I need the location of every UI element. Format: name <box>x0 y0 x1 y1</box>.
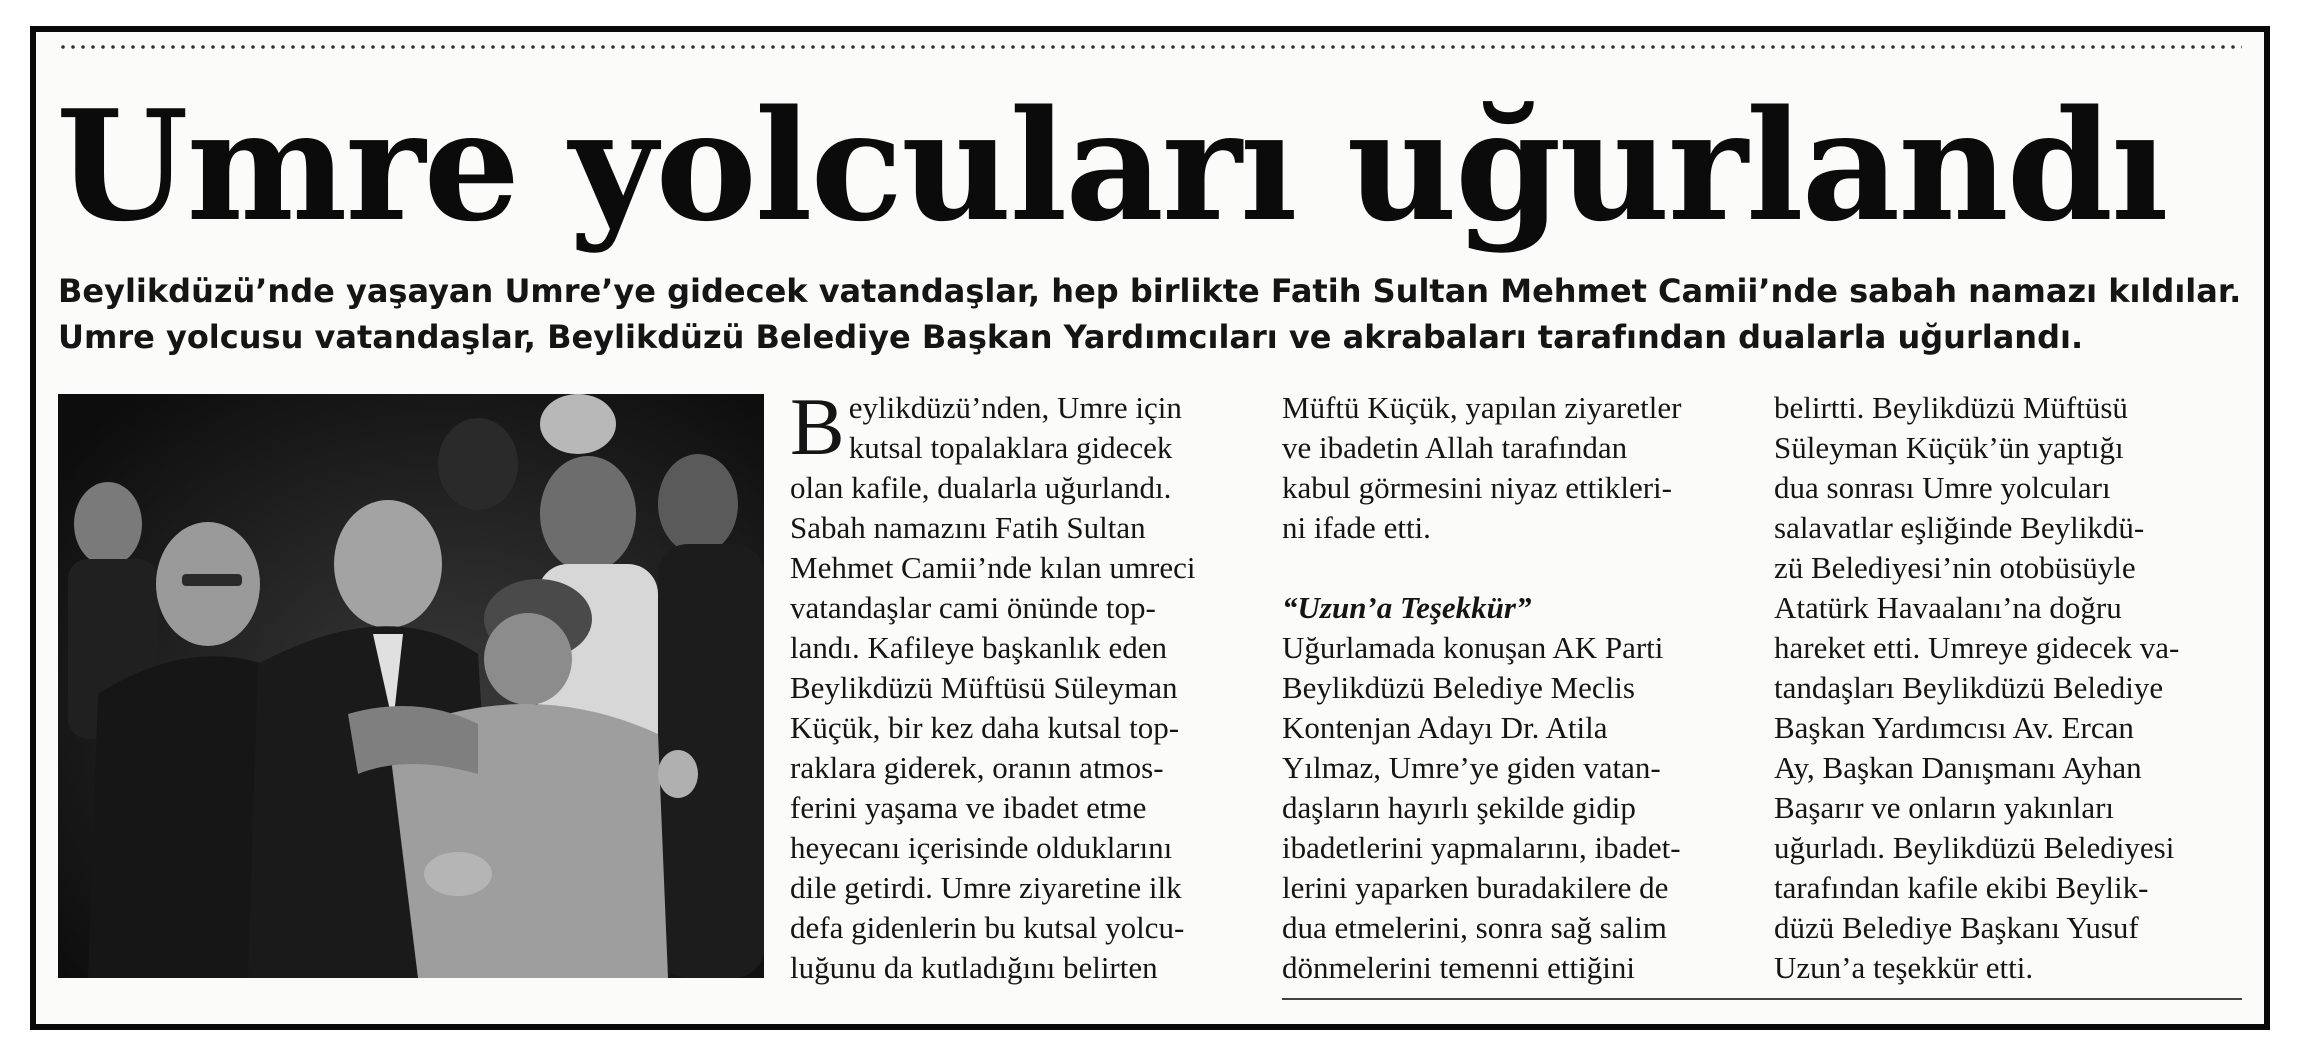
headline: Umre yolcuları uğurlandı <box>56 76 2167 255</box>
article-line: belirtti. Beylikdüzü Müftüsü <box>1774 390 2128 425</box>
article-line: kabul görmesini niyaz ettikleri- <box>1282 470 1672 505</box>
article-line: dile getirdi. Umre ziyaretine ilk <box>790 870 1182 905</box>
article-line: Beylikdüzü Müftüsü Süleyman <box>790 670 1178 705</box>
article-line: Sabah namazını Fatih Sultan <box>790 510 1146 545</box>
article-line: landı. Kafileye başkanlık eden <box>790 630 1168 665</box>
article-line: dua etmelerini, sonra sağ salim <box>1282 910 1667 945</box>
dotted-border <box>58 44 2242 50</box>
article-line: olan kafile, dualarla uğurlandı. <box>790 470 1172 505</box>
article-line: düzü Belediye Başkanı Yusuf <box>1774 910 2139 945</box>
article-line: Başarır ve onların yakınları <box>1774 790 2115 825</box>
article-line: kutsal topalaklara gidecek <box>848 430 1173 465</box>
article-line: Mehmet Camii’nde kılan umreci <box>790 550 1196 585</box>
article-line: salavatlar eşliğinde Beylikdü- <box>1774 510 2145 545</box>
article-line: Ay, Başkan Danışmanı Ayhan <box>1774 750 2142 785</box>
article-column-3 <box>1774 388 2254 988</box>
article-line: dua sonrası Umre yolcuları <box>1774 470 2111 505</box>
article-line: raklara giderek, oranın atmos- <box>790 750 1164 785</box>
article-line: ibadetlerini yapmalarını, ibadet- <box>1282 830 1681 865</box>
article-line: tandaşları Beylikdüzü Belediye <box>1774 670 2164 705</box>
news-photo-image <box>58 394 764 978</box>
article-line: Müftü Küçük, yapılan ziyaretler <box>1282 390 1682 425</box>
article-line: Kontenjan Adayı Dr. Atila <box>1282 710 1608 745</box>
article-line: Yılmaz, Umre’ye giden vatan- <box>1282 750 1661 785</box>
article-line: Uzun’a teşekkür etti. <box>1774 950 2034 985</box>
article-line: daşların hayırlı şekilde gidip <box>1282 790 1636 825</box>
bottom-rule <box>1282 998 2242 1000</box>
drop-cap: B <box>790 381 845 472</box>
article-line: Atatürk Havaalanı’na doğru <box>1774 590 2122 625</box>
article-line: ni ifade etti. <box>1282 510 1431 545</box>
article-line: ferini yaşama ve ibadet etme <box>790 790 1147 825</box>
article-line: luğunu da kutladığını belirten <box>790 950 1158 985</box>
article-line: heyecanı içerisinde olduklarını <box>790 830 1173 865</box>
article-line: defa gidenlerin bu kutsal yolcu- <box>790 910 1185 945</box>
article-line: tarafından kafile ekibi Beylik- <box>1774 870 2149 905</box>
article-line: Küçük, bir kez daha kutsal top- <box>790 710 1180 745</box>
article-column-1 <box>790 381 1270 988</box>
article-column-2 <box>1282 388 1762 988</box>
article-line: eylikdüzü’nden, Umre için <box>848 390 1182 425</box>
subheading: “Uzun’a Teşekkür” <box>1282 590 1532 625</box>
article-line: hareket etti. Umreye gidecek va- <box>1774 630 2180 665</box>
article-line: ve ibadetin Allah tarafından <box>1282 430 1628 465</box>
news-photo <box>58 394 764 978</box>
article-line: lerini yaparken buradakilere de <box>1282 870 1669 905</box>
article-line: vatandaşlar cami önünde top- <box>790 590 1156 625</box>
article-line: zü Belediyesi’nin otobüsüyle <box>1774 550 2136 585</box>
newspaper-clipping <box>30 26 2270 1030</box>
article-line: Süleyman Küçük’ün yaptığı <box>1774 430 2124 465</box>
article-line: dönmelerini temenni ettiğini <box>1282 950 1635 985</box>
article-line: uğurladı. Beylikdüzü Belediyesi <box>1774 830 2175 865</box>
article-line: Uğurlamada konuşan AK Parti <box>1282 630 1664 665</box>
article-line: Başkan Yardımcısı Av. Ercan <box>1774 710 2134 745</box>
dek-summary: Beylikdüzü’nde yaşayan Umre’ye gidecek vatandaşlar, hep birlikte Fatih Sultan Mehmet Camii’nde sabah namazı kıldılar. Umre yolcusu vatandaşlar, Beylikdüzü Belediye Başkan Yardımcıları ve akrabaları tarafından dualarla uğurlandı. <box>58 272 2242 356</box>
article-line: Beylikdüzü Belediye Meclis <box>1282 670 1635 705</box>
